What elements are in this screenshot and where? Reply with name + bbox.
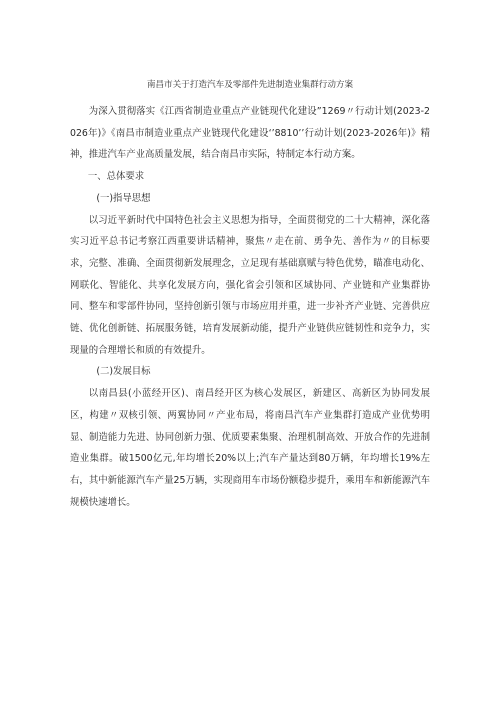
subsection-heading-development-goals: (二)发展目标: [96, 366, 151, 378]
guiding-ideology-paragraph: 以习近平新时代中国特色社会主义思想为指导，全面贯彻党的二十大精神，深化落实习近平总书记考察江西重要讲话精神，聚焦〃走在前、勇争先、善作为〃的目标要求，完整、准确、全面贯彻新发展理念，立足现有基础禀赋与特色优势，瞄准电动化、网联化、智能化、共享化发展方向，强化省会引领和区域协同、产业链和产业集群协同、整车和零部件协同，坚持创新引领与市场应用并重，进一步补齐产业链、完善供应链、优化创新链、拓展服务链，培育发展新动能，提升产业链供应链韧性和竞争力，实现量的合理增长和质的有效提升。: [70, 214, 430, 356]
development-goals-paragraph: 以南昌县(小蓝经开区)、南昌经开区为核心发展区，新建区、高新区为协同发展区，构建〃双核引领、两翼协同〃产业布局，将南昌汽车产业集群打造成产业优势明显、制造能力先进、协同创新力强、优质要素集聚、治理机制高效、开放合作的先进制造业集群。破1500亿元,年均增长20%以上;汽车产量达到80万辆，年均增长19%左右，其中新能源汽车产量25万辆，实现商用车市场份额稳步提升，乘用车和新能源汽车规模快速增长。: [70, 388, 430, 508]
section-heading-general-requirements: 一、总体要求: [87, 171, 145, 183]
document-title: 南昌市关于打造汽车及零部件先进制造业集群行动方案: [146, 80, 354, 90]
document-body: [70, 101, 430, 513]
subsection-heading-guiding-ideology: (一)指导思想: [96, 192, 151, 204]
intro-paragraph: 为深入贯彻落实《江西省制造业重点产业链现代化建设”1269〃行动计划(2023-2026年)》《南昌市制造业重点产业链现代化建设‘’8810’’行动计划(2023-2026年)》精神，推进汽车产业高质量发展，结合南昌市实际，特制定本行动方案。: [70, 106, 430, 161]
